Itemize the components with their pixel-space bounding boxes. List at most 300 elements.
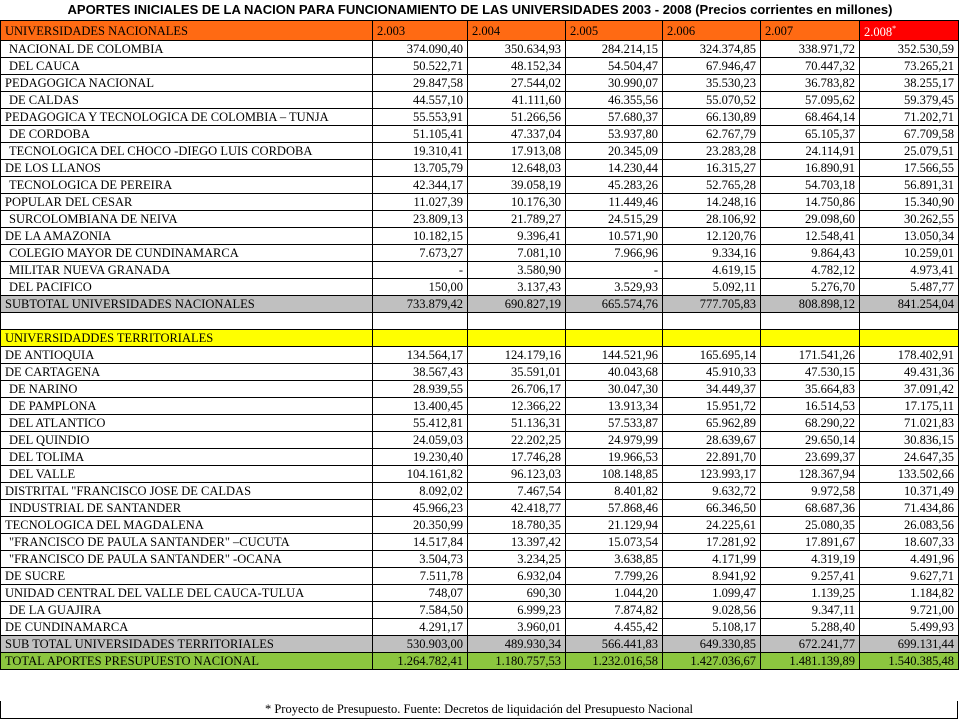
- university-name: DEL QUINDIO: [1, 432, 373, 449]
- value-cell: 59.379,45: [860, 92, 959, 109]
- table-body: [1, 21, 959, 670]
- year-2008-label: 2.008: [864, 25, 893, 40]
- value-cell: 10.571,90: [566, 228, 663, 245]
- value-cell: -: [373, 262, 468, 279]
- value-cell: 71.021,83: [860, 415, 959, 432]
- value-cell: 13.050,34: [860, 228, 959, 245]
- value-cell: 38.255,17: [860, 75, 959, 92]
- value-cell: 55.412,81: [373, 415, 468, 432]
- table-row: [1, 364, 959, 381]
- value-cell: 3.234,25: [468, 551, 566, 568]
- value-cell: 29.847,58: [373, 75, 468, 92]
- value-cell: 5.288,40: [761, 619, 860, 636]
- value-cell: 165.695,14: [663, 347, 761, 364]
- empty-cell: [566, 330, 663, 347]
- university-name: PEDAGOGICA Y TECNOLOGICA DE COLOMBIA – TUNJA: [1, 109, 373, 126]
- university-name: DE LA AMAZONIA: [1, 228, 373, 245]
- value-cell: 9.627,71: [860, 568, 959, 585]
- table-row: [1, 483, 959, 500]
- value-cell: 4.171,99: [663, 551, 761, 568]
- value-cell: 7.511,78: [373, 568, 468, 585]
- value-cell: 26.706,17: [468, 381, 566, 398]
- university-name: TECNOLOGICA DEL MAGDALENA: [1, 517, 373, 534]
- value-cell: 14.517,84: [373, 534, 468, 551]
- value-cell: 14.230,44: [566, 160, 663, 177]
- subtotal-territoriales-value: 530.903,00: [373, 636, 468, 653]
- value-cell: 24.114,91: [761, 143, 860, 160]
- value-cell: 49.431,36: [860, 364, 959, 381]
- value-cell: 68.464,14: [761, 109, 860, 126]
- value-cell: 4.973,41: [860, 262, 959, 279]
- value-cell: 15.951,72: [663, 398, 761, 415]
- value-cell: 19.230,40: [373, 449, 468, 466]
- university-name: DE CARTAGENA: [1, 364, 373, 381]
- empty-cell: [761, 313, 860, 330]
- value-cell: 23.809,13: [373, 211, 468, 228]
- value-cell: 4.619,15: [663, 262, 761, 279]
- value-cell: 3.580,90: [468, 262, 566, 279]
- value-cell: 8.941,92: [663, 568, 761, 585]
- value-cell: 40.043,68: [566, 364, 663, 381]
- university-name: PEDAGOGICA NACIONAL: [1, 75, 373, 92]
- section-header-territoriales: UNIVERSIDADDES TERRITORIALES: [1, 330, 373, 347]
- value-cell: 9.334,16: [663, 245, 761, 262]
- total-row: [1, 653, 959, 670]
- table-row: [1, 211, 959, 228]
- value-cell: 5.108,17: [663, 619, 761, 636]
- university-name: DE LOS LLANOS: [1, 160, 373, 177]
- value-cell: 18.607,33: [860, 534, 959, 551]
- value-cell: 23.699,37: [761, 449, 860, 466]
- value-cell: 7.584,50: [373, 602, 468, 619]
- year-header: [860, 21, 959, 41]
- value-cell: 24.059,03: [373, 432, 468, 449]
- value-cell: 4.455,42: [566, 619, 663, 636]
- total-row-value: 1.481.139,89: [761, 653, 860, 670]
- header-row-nacionales: [1, 21, 959, 41]
- value-cell: 24.515,29: [566, 211, 663, 228]
- value-cell: -: [566, 262, 663, 279]
- value-cell: 30.836,15: [860, 432, 959, 449]
- value-cell: 28.639,67: [663, 432, 761, 449]
- value-cell: 48.152,34: [468, 58, 566, 75]
- table-row: [1, 619, 959, 636]
- university-name: DISTRITAL "FRANCISCO JOSE DE CALDAS: [1, 483, 373, 500]
- value-cell: 25.079,51: [860, 143, 959, 160]
- value-cell: 28.939,55: [373, 381, 468, 398]
- value-cell: 65.105,37: [761, 126, 860, 143]
- table-row: [1, 449, 959, 466]
- subtotal-nacionales: [1, 296, 959, 313]
- subtotal-nacionales-value: 690.827,19: [468, 296, 566, 313]
- value-cell: 30.990,07: [566, 75, 663, 92]
- university-name: DEL VALLE: [1, 466, 373, 483]
- table-row: [1, 551, 959, 568]
- empty-cell: [860, 313, 959, 330]
- value-cell: 47.530,15: [761, 364, 860, 381]
- value-cell: 24.647,35: [860, 449, 959, 466]
- subtotal-territoriales-value: 566.441,83: [566, 636, 663, 653]
- value-cell: 13.913,34: [566, 398, 663, 415]
- year-header: 2.005: [566, 21, 663, 41]
- header-row-territoriales: [1, 330, 959, 347]
- value-cell: 38.567,43: [373, 364, 468, 381]
- value-cell: 13.705,79: [373, 160, 468, 177]
- total-row-value: 1.232.016,58: [566, 653, 663, 670]
- empty-cell: [373, 330, 468, 347]
- value-cell: 14.750,86: [761, 194, 860, 211]
- value-cell: 34.449,37: [663, 381, 761, 398]
- value-cell: 55.070,52: [663, 92, 761, 109]
- table-row: [1, 58, 959, 75]
- value-cell: 57.095,62: [761, 92, 860, 109]
- value-cell: 13.400,45: [373, 398, 468, 415]
- table-row: [1, 177, 959, 194]
- value-cell: 46.355,56: [566, 92, 663, 109]
- subtotal-nacionales-value: 808.898,12: [761, 296, 860, 313]
- value-cell: 17.891,67: [761, 534, 860, 551]
- value-cell: 25.080,35: [761, 517, 860, 534]
- table-row: [1, 160, 959, 177]
- value-cell: 17.175,11: [860, 398, 959, 415]
- empty-cell: [761, 330, 860, 347]
- value-cell: 73.265,21: [860, 58, 959, 75]
- university-name: DE NARINO: [1, 381, 373, 398]
- value-cell: 6.999,23: [468, 602, 566, 619]
- value-cell: 17.281,92: [663, 534, 761, 551]
- empty-cell: [1, 313, 373, 330]
- value-cell: 9.347,11: [761, 602, 860, 619]
- value-cell: 68.290,22: [761, 415, 860, 432]
- value-cell: 96.123,03: [468, 466, 566, 483]
- value-cell: 5.276,70: [761, 279, 860, 296]
- value-cell: 65.962,89: [663, 415, 761, 432]
- table-row: [1, 534, 959, 551]
- year-header: 2.004: [468, 21, 566, 41]
- value-cell: 19.310,41: [373, 143, 468, 160]
- university-name: NACIONAL DE COLOMBIA: [1, 41, 373, 58]
- subtotal-territoriales-value: 649.330,85: [663, 636, 761, 653]
- value-cell: 9.721,00: [860, 602, 959, 619]
- value-cell: 4.291,17: [373, 619, 468, 636]
- value-cell: 16.890,91: [761, 160, 860, 177]
- table-row: [1, 602, 959, 619]
- value-cell: 51.105,41: [373, 126, 468, 143]
- value-cell: 10.176,30: [468, 194, 566, 211]
- value-cell: 52.765,28: [663, 177, 761, 194]
- value-cell: 45.283,26: [566, 177, 663, 194]
- subtotal-territoriales-label: SUB TOTAL UNIVERSIDADES TERRITORIALES: [1, 636, 373, 653]
- value-cell: 374.090,40: [373, 41, 468, 58]
- value-cell: 4.782,12: [761, 262, 860, 279]
- value-cell: 8.092,02: [373, 483, 468, 500]
- empty-cell: [373, 313, 468, 330]
- value-cell: 37.091,42: [860, 381, 959, 398]
- subtotal-territoriales-value: 672.241,77: [761, 636, 860, 653]
- value-cell: 54.703,18: [761, 177, 860, 194]
- value-cell: 21.129,94: [566, 517, 663, 534]
- value-cell: 3.137,43: [468, 279, 566, 296]
- value-cell: 352.530,59: [860, 41, 959, 58]
- value-cell: 36.783,82: [761, 75, 860, 92]
- value-cell: 57.868,46: [566, 500, 663, 517]
- empty-cell: [663, 313, 761, 330]
- value-cell: 17.913,08: [468, 143, 566, 160]
- empty-cell: [566, 313, 663, 330]
- value-cell: 12.548,41: [761, 228, 860, 245]
- value-cell: 20.350,99: [373, 517, 468, 534]
- university-name: POPULAR DEL CESAR: [1, 194, 373, 211]
- value-cell: 338.971,72: [761, 41, 860, 58]
- value-cell: 9.396,41: [468, 228, 566, 245]
- year-header: 2.006: [663, 21, 761, 41]
- value-cell: 284.214,15: [566, 41, 663, 58]
- value-cell: 66.346,50: [663, 500, 761, 517]
- value-cell: 3.529,93: [566, 279, 663, 296]
- value-cell: 3.504,73: [373, 551, 468, 568]
- value-cell: 27.544,02: [468, 75, 566, 92]
- value-cell: 7.081,10: [468, 245, 566, 262]
- value-cell: 16.514,53: [761, 398, 860, 415]
- value-cell: 67.946,47: [663, 58, 761, 75]
- value-cell: 7.799,26: [566, 568, 663, 585]
- table-row: [1, 517, 959, 534]
- university-name: "FRANCISCO DE PAULA SANTANDER" –CUCUTA: [1, 534, 373, 551]
- table-row: [1, 75, 959, 92]
- value-cell: 44.557,10: [373, 92, 468, 109]
- value-cell: 45.966,23: [373, 500, 468, 517]
- total-row-value: 1.427.036,67: [663, 653, 761, 670]
- value-cell: 4.319,19: [761, 551, 860, 568]
- value-cell: 30.262,55: [860, 211, 959, 228]
- value-cell: 41.111,60: [468, 92, 566, 109]
- total-row-label: TOTAL APORTES PRESUPUESTO NACIONAL: [1, 653, 373, 670]
- subtotal-territoriales-value: 489.930,34: [468, 636, 566, 653]
- value-cell: 748,07: [373, 585, 468, 602]
- value-cell: 10.371,49: [860, 483, 959, 500]
- value-cell: 54.504,47: [566, 58, 663, 75]
- value-cell: 1.044,20: [566, 585, 663, 602]
- subtotal-nacionales-value: 777.705,83: [663, 296, 761, 313]
- value-cell: 6.932,04: [468, 568, 566, 585]
- value-cell: 8.401,82: [566, 483, 663, 500]
- value-cell: 56.891,31: [860, 177, 959, 194]
- value-cell: 19.966,53: [566, 449, 663, 466]
- value-cell: 11.449,46: [566, 194, 663, 211]
- value-cell: 7.467,54: [468, 483, 566, 500]
- value-cell: 12.120,76: [663, 228, 761, 245]
- table-row: [1, 347, 959, 364]
- university-name: DE CUNDINAMARCA: [1, 619, 373, 636]
- value-cell: 150,00: [373, 279, 468, 296]
- value-cell: 28.106,92: [663, 211, 761, 228]
- value-cell: 67.709,58: [860, 126, 959, 143]
- university-name: UNIDAD CENTRAL DEL VALLE DEL CAUCA-TULUA: [1, 585, 373, 602]
- spacer-row: [1, 313, 959, 330]
- table-row: [1, 500, 959, 517]
- empty-cell: [663, 330, 761, 347]
- university-name: DE SUCRE: [1, 568, 373, 585]
- value-cell: 1.099,47: [663, 585, 761, 602]
- table-row: [1, 585, 959, 602]
- funding-table: [0, 20, 959, 670]
- value-cell: 4.491,96: [860, 551, 959, 568]
- empty-cell: [860, 330, 959, 347]
- subtotal-nacionales-value: 665.574,76: [566, 296, 663, 313]
- value-cell: 5.092,11: [663, 279, 761, 296]
- value-cell: 18.780,35: [468, 517, 566, 534]
- table-row: [1, 245, 959, 262]
- subtotal-nacionales-value: 841.254,04: [860, 296, 959, 313]
- value-cell: 29.650,14: [761, 432, 860, 449]
- value-cell: 108.148,85: [566, 466, 663, 483]
- value-cell: 71.202,71: [860, 109, 959, 126]
- value-cell: 42.418,77: [468, 500, 566, 517]
- value-cell: 3.960,01: [468, 619, 566, 636]
- value-cell: 9.632,72: [663, 483, 761, 500]
- value-cell: 690,30: [468, 585, 566, 602]
- value-cell: 20.345,09: [566, 143, 663, 160]
- value-cell: 23.283,28: [663, 143, 761, 160]
- university-name: DE CORDOBA: [1, 126, 373, 143]
- university-name: "FRANCISCO DE PAULA SANTANDER" -OCANA: [1, 551, 373, 568]
- total-row-value: 1.540.385,48: [860, 653, 959, 670]
- value-cell: 57.680,37: [566, 109, 663, 126]
- value-cell: 24.979,99: [566, 432, 663, 449]
- value-cell: 7.966,96: [566, 245, 663, 262]
- value-cell: 30.047,30: [566, 381, 663, 398]
- value-cell: 7.673,27: [373, 245, 468, 262]
- value-cell: 1.184,82: [860, 585, 959, 602]
- value-cell: 21.789,27: [468, 211, 566, 228]
- university-name: DE ANTIOQUIA: [1, 347, 373, 364]
- section-header-nacionales: UNIVERSIDADES NACIONALES: [1, 21, 373, 41]
- table-row: [1, 126, 959, 143]
- table-row: [1, 415, 959, 432]
- value-cell: 104.161,82: [373, 466, 468, 483]
- value-cell: 14.248,16: [663, 194, 761, 211]
- year-header: 2.003: [373, 21, 468, 41]
- value-cell: 133.502,66: [860, 466, 959, 483]
- value-cell: 12.366,22: [468, 398, 566, 415]
- university-name: DE LA GUAJIRA: [1, 602, 373, 619]
- value-cell: 47.337,04: [468, 126, 566, 143]
- table-row: [1, 279, 959, 296]
- value-cell: 9.028,56: [663, 602, 761, 619]
- value-cell: 17.746,28: [468, 449, 566, 466]
- value-cell: 51.136,31: [468, 415, 566, 432]
- value-cell: 55.553,91: [373, 109, 468, 126]
- value-cell: 3.638,85: [566, 551, 663, 568]
- university-name: DEL CAUCA: [1, 58, 373, 75]
- value-cell: 35.664,83: [761, 381, 860, 398]
- university-name: DEL TOLIMA: [1, 449, 373, 466]
- value-cell: 35.591,01: [468, 364, 566, 381]
- total-row-value: 1.264.782,41: [373, 653, 468, 670]
- value-cell: 350.634,93: [468, 41, 566, 58]
- value-cell: 66.130,89: [663, 109, 761, 126]
- subtotal-nacionales-label: SUBTOTAL UNIVERSIDADES NACIONALES: [1, 296, 373, 313]
- value-cell: 70.447,32: [761, 58, 860, 75]
- value-cell: 71.434,86: [860, 500, 959, 517]
- table-row: [1, 109, 959, 126]
- value-cell: 171.541,26: [761, 347, 860, 364]
- university-name: DE CALDAS: [1, 92, 373, 109]
- value-cell: 5.487,77: [860, 279, 959, 296]
- value-cell: 128.367,94: [761, 466, 860, 483]
- university-name: MILITAR NUEVA GRANADA: [1, 262, 373, 279]
- value-cell: 39.058,19: [468, 177, 566, 194]
- year-header: 2.007: [761, 21, 860, 41]
- table-row: [1, 432, 959, 449]
- value-cell: 10.259,01: [860, 245, 959, 262]
- value-cell: 9.864,43: [761, 245, 860, 262]
- empty-cell: [468, 313, 566, 330]
- subtotal-territoriales: [1, 636, 959, 653]
- university-name: TECNOLOGICA DE PEREIRA: [1, 177, 373, 194]
- table-row: [1, 41, 959, 58]
- empty-cell: [468, 330, 566, 347]
- page-title: APORTES INICIALES DE LA NACION PARA FUNCIONAMIENTO DE LAS UNIVERSIDADES 2003 - 2008 (Precios corrientes en millones): [67, 2, 893, 17]
- university-name: COLEGIO MAYOR DE CUNDINAMARCA: [1, 245, 373, 262]
- table-row: [1, 398, 959, 415]
- university-name: INDUSTRIAL DE SANTANDER: [1, 500, 373, 517]
- table-row: [1, 381, 959, 398]
- value-cell: 68.687,36: [761, 500, 860, 517]
- university-name: TECNOLOGICA DEL CHOCO -DIEGO LUIS CORDOBA: [1, 143, 373, 160]
- value-cell: 50.522,71: [373, 58, 468, 75]
- value-cell: 42.344,17: [373, 177, 468, 194]
- table-row: [1, 466, 959, 483]
- value-cell: 53.937,80: [566, 126, 663, 143]
- value-cell: 15.340,90: [860, 194, 959, 211]
- value-cell: 178.402,91: [860, 347, 959, 364]
- value-cell: 45.910,33: [663, 364, 761, 381]
- university-name: DEL ATLANTICO: [1, 415, 373, 432]
- university-name: SURCOLOMBIANA DE NEIVA: [1, 211, 373, 228]
- value-cell: 144.521,96: [566, 347, 663, 364]
- table-row: [1, 194, 959, 211]
- value-cell: 1.139,25: [761, 585, 860, 602]
- value-cell: 9.257,41: [761, 568, 860, 585]
- value-cell: 11.027,39: [373, 194, 468, 211]
- value-cell: 13.397,42: [468, 534, 566, 551]
- value-cell: 15.073,54: [566, 534, 663, 551]
- table-row: [1, 568, 959, 585]
- subtotal-nacionales-value: 733.879,42: [373, 296, 468, 313]
- value-cell: 22.891,70: [663, 449, 761, 466]
- value-cell: 5.499,93: [860, 619, 959, 636]
- value-cell: 26.083,56: [860, 517, 959, 534]
- value-cell: 29.098,60: [761, 211, 860, 228]
- table-row: [1, 228, 959, 245]
- value-cell: 324.374,85: [663, 41, 761, 58]
- university-name: DEL PACIFICO: [1, 279, 373, 296]
- value-cell: 7.874,82: [566, 602, 663, 619]
- projection-mark: *: [892, 24, 897, 33]
- value-cell: 134.564,17: [373, 347, 468, 364]
- value-cell: 16.315,27: [663, 160, 761, 177]
- value-cell: 12.648,03: [468, 160, 566, 177]
- value-cell: 62.767,79: [663, 126, 761, 143]
- value-cell: 9.972,58: [761, 483, 860, 500]
- value-cell: 124.179,16: [468, 347, 566, 364]
- value-cell: 123.993,17: [663, 466, 761, 483]
- total-row-value: 1.180.757,53: [468, 653, 566, 670]
- footnote: * Proyecto de Presupuesto. Fuente: Decretos de liquidación del Presupuesto Nacional: [0, 701, 958, 719]
- table-row: [1, 143, 959, 160]
- university-name: DE PAMPLONA: [1, 398, 373, 415]
